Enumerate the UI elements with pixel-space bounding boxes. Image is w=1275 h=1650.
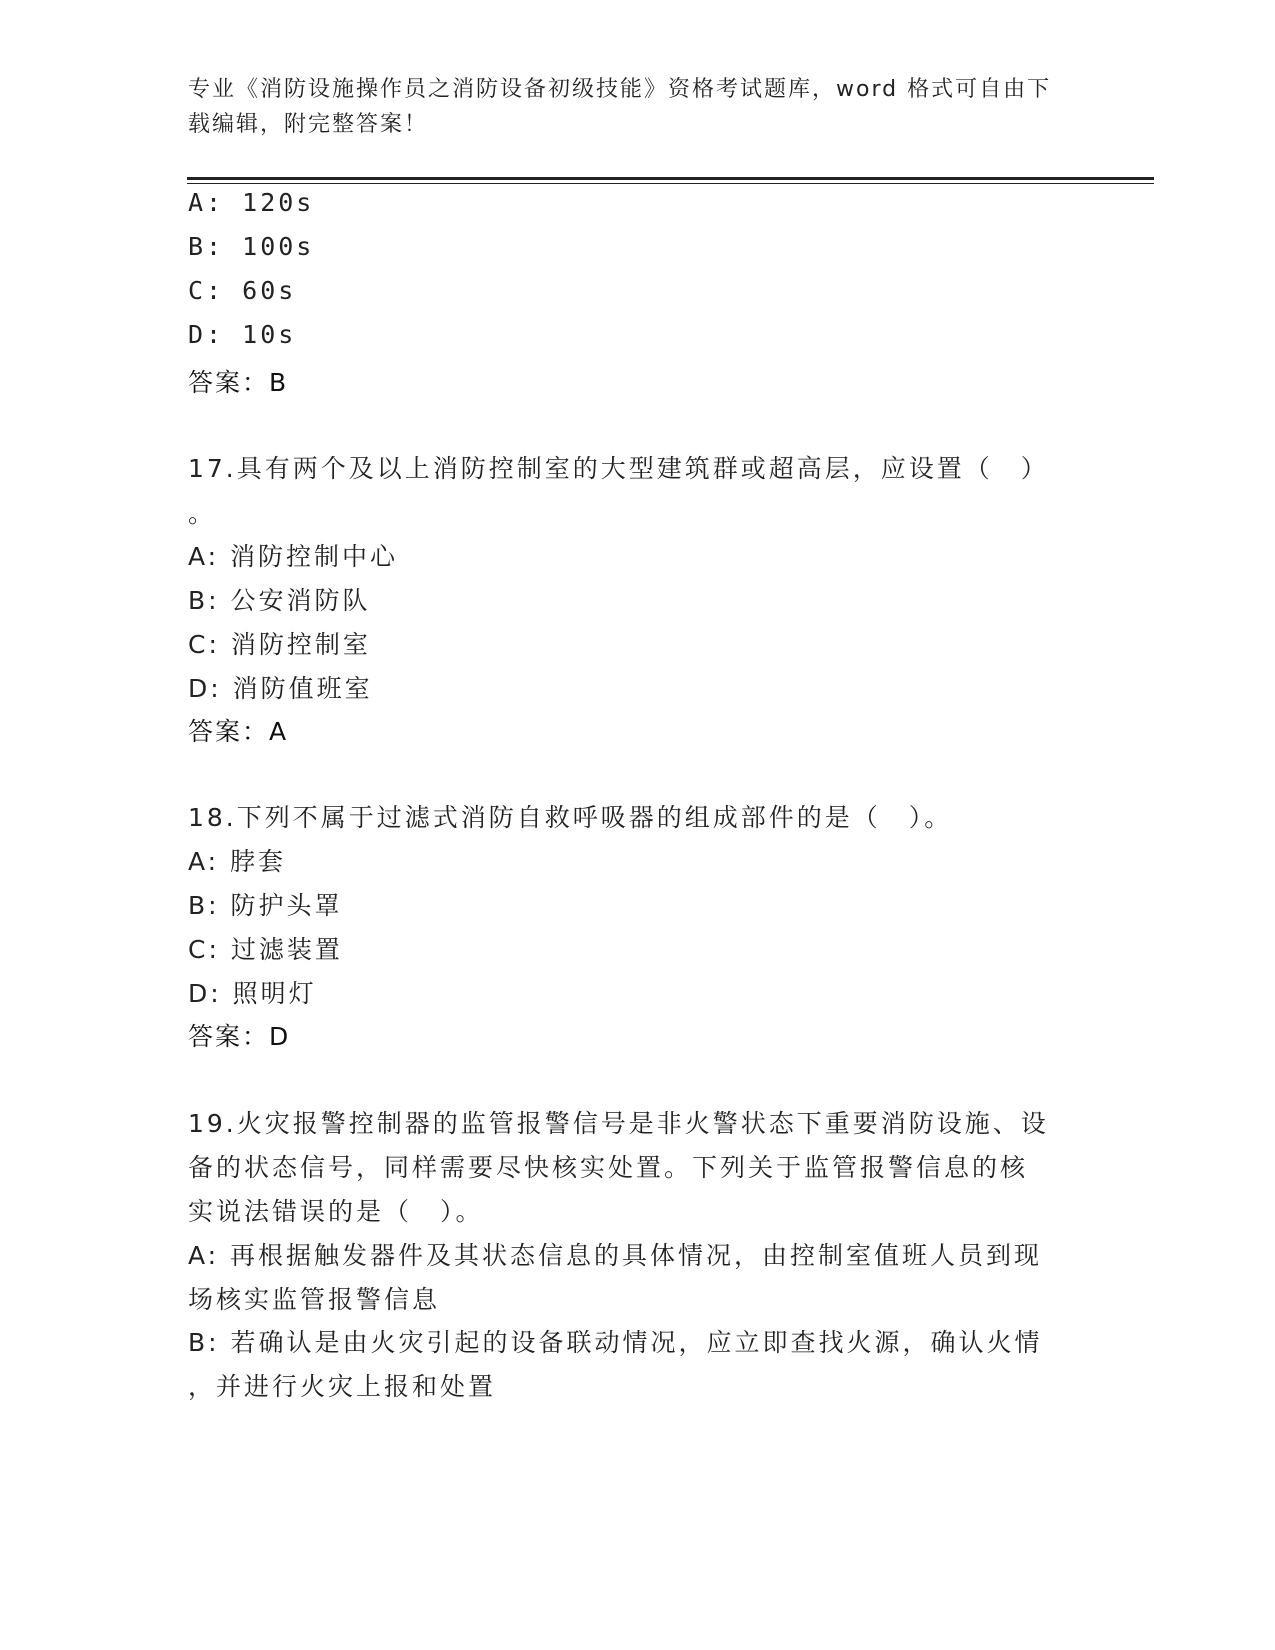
q18-option-a: A: 脖套	[188, 847, 287, 876]
q19-stem-line-1: 19.火灾报警控制器的监管报警信号是非火警状态下重要消防设施、设	[188, 1109, 1049, 1138]
q17-answer: 答案：A	[188, 717, 289, 746]
q17-option-c: C: 消防控制室	[188, 630, 371, 659]
q17-option-b: B: 公安消防队	[188, 586, 371, 615]
q19-option-b-line-2: ，并进行火灾上报和处置	[188, 1372, 497, 1401]
header-divider-thin	[187, 183, 1154, 184]
document-header	[188, 72, 1068, 142]
q18-option-d: D: 照明灯	[188, 979, 317, 1008]
q19-stem-line-2: 备的状态信号，同样需要尽快核实处置。下列关于监管报警信息的核	[188, 1153, 1029, 1182]
q19-stem-line-3: 实说法错误的是（ ）。	[188, 1197, 484, 1226]
q18-option-b: B: 防护头罩	[188, 891, 343, 920]
q16-option-d: D: 10s	[188, 320, 297, 349]
q16-option-b: B: 100s	[188, 232, 315, 261]
q19-option-b-line-1: B: 若确认是由火灾引起的设备联动情况，应立即查找火源，确认火情	[188, 1328, 1043, 1357]
q17-option-d: D: 消防值班室	[188, 674, 373, 703]
q16-option-a: A: 120s	[188, 188, 315, 217]
q16-answer: 答案：B	[188, 368, 289, 397]
q17-stem-line-1: 17.具有两个及以上消防控制室的大型建筑群或超高层，应设置（ ）	[188, 454, 1049, 483]
q18-option-c: C: 过滤装置	[188, 935, 343, 964]
header-line-2: 载编辑，附完整答案！	[188, 112, 429, 137]
q18-answer: 答案：D	[188, 1022, 291, 1051]
q16-option-c: C: 60s	[188, 276, 297, 305]
q19-option-a-line-2: 场核实监管报警信息	[188, 1285, 441, 1314]
q17-option-a: A: 消防控制中心	[188, 542, 399, 571]
header-divider-thick	[187, 177, 1154, 180]
header-line-1: 专业《消防设施操作员之消防设备初级技能》资格考试题库，word 格式可自由下	[188, 77, 1052, 102]
q19-option-a-line-1: A: 再根据触发器件及其状态信息的具体情况，由控制室值班人员到现	[188, 1241, 1043, 1270]
q18-stem-line-1: 18.下列不属于过滤式消防自救呼吸器的组成部件的是（ ）。	[188, 803, 953, 832]
q17-stem-line-2: 。	[188, 499, 217, 528]
